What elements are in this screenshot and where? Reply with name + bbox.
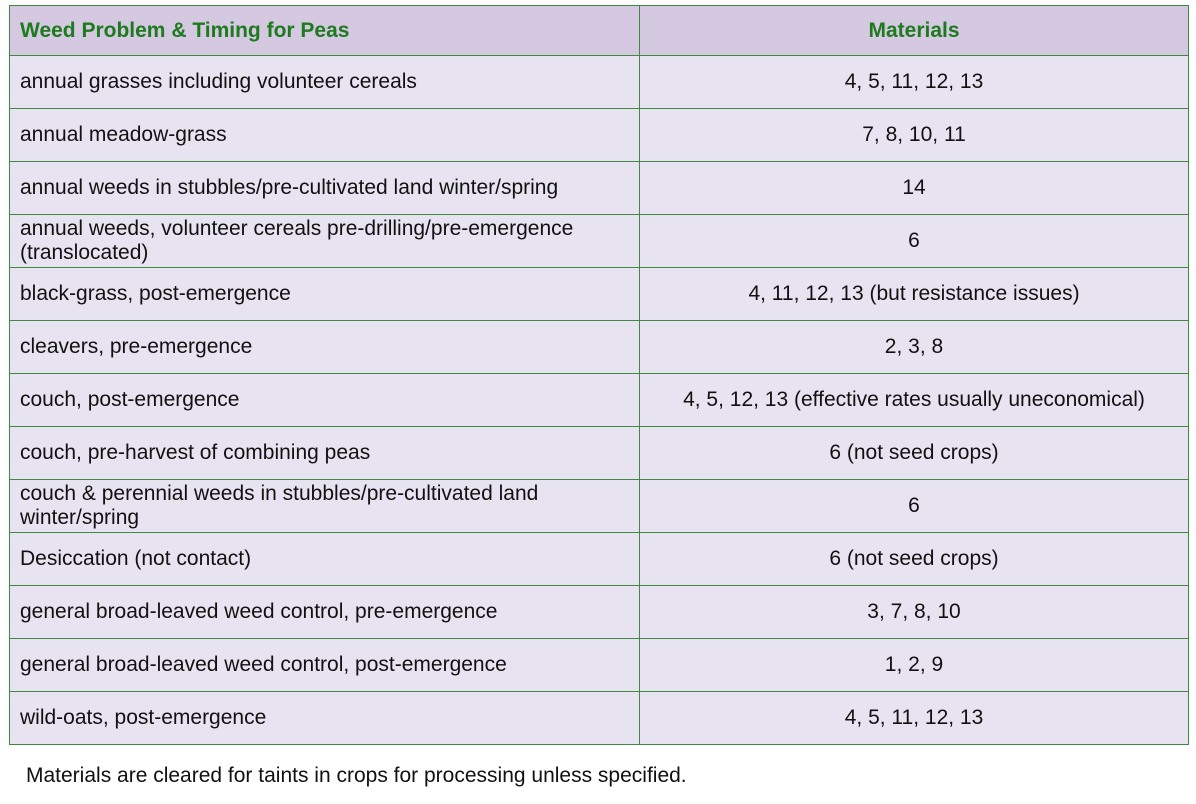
table-row	[10, 162, 1189, 215]
materials-cell: 6 (not seed crops)	[640, 427, 1189, 480]
weed-control-table	[9, 5, 1189, 745]
weed-problem-cell: couch, post-emergence	[10, 374, 640, 427]
table-row	[10, 692, 1189, 745]
weed-problem-cell: couch & perennial weeds in stubbles/pre-cultivated land winter/spring	[10, 480, 640, 533]
weed-problem-cell: black-grass, post-emergence	[10, 268, 640, 321]
table-row	[10, 586, 1189, 639]
weed-problem-cell: annual weeds in stubbles/pre-cultivated land winter/spring	[10, 162, 640, 215]
weed-problem-cell: general broad-leaved weed control, pre-emergence	[10, 586, 640, 639]
weed-problem-cell: annual weeds, volunteer cereals pre-drilling/pre-emergence (translocated)	[10, 215, 640, 268]
table-header-row	[10, 6, 1189, 56]
weed-problem-cell: couch, pre-harvest of combining peas	[10, 427, 640, 480]
weed-problem-cell: cleavers, pre-emergence	[10, 321, 640, 374]
table-row	[10, 321, 1189, 374]
table-footnote: Materials are cleared for taints in crops for processing unless specified.	[26, 764, 687, 787]
weed-problem-cell: Desiccation (not contact)	[10, 533, 640, 586]
materials-cell: 2, 3, 8	[640, 321, 1189, 374]
weed-problem-cell: wild-oats, post-emergence	[10, 692, 640, 745]
materials-cell: 4, 5, 11, 12, 13	[640, 56, 1189, 109]
materials-cell: 3, 7, 8, 10	[640, 586, 1189, 639]
materials-cell: 6	[640, 480, 1189, 533]
materials-cell: 4, 5, 11, 12, 13	[640, 692, 1189, 745]
table-row	[10, 268, 1189, 321]
weed-problem-cell: annual meadow-grass	[10, 109, 640, 162]
table-row	[10, 480, 1189, 533]
header-weed-problem: Weed Problem & Timing for Peas	[10, 6, 640, 56]
weed-control-table-container	[9, 5, 1188, 745]
weed-problem-cell: general broad-leaved weed control, post-emergence	[10, 639, 640, 692]
materials-cell: 6	[640, 215, 1189, 268]
materials-cell: 1, 2, 9	[640, 639, 1189, 692]
table-row	[10, 56, 1189, 109]
weed-problem-cell: annual grasses including volunteer cereals	[10, 56, 640, 109]
materials-cell: 6 (not seed crops)	[640, 533, 1189, 586]
table-row	[10, 109, 1189, 162]
table-row	[10, 374, 1189, 427]
materials-cell: 14	[640, 162, 1189, 215]
materials-cell: 7, 8, 10, 11	[640, 109, 1189, 162]
materials-cell: 4, 5, 12, 13 (effective rates usually uneconomical)	[640, 374, 1189, 427]
materials-cell: 4, 11, 12, 13 (but resistance issues)	[640, 268, 1189, 321]
table-row	[10, 427, 1189, 480]
table-row	[10, 215, 1189, 268]
table-row	[10, 533, 1189, 586]
table-row	[10, 639, 1189, 692]
header-materials: Materials	[640, 6, 1189, 56]
